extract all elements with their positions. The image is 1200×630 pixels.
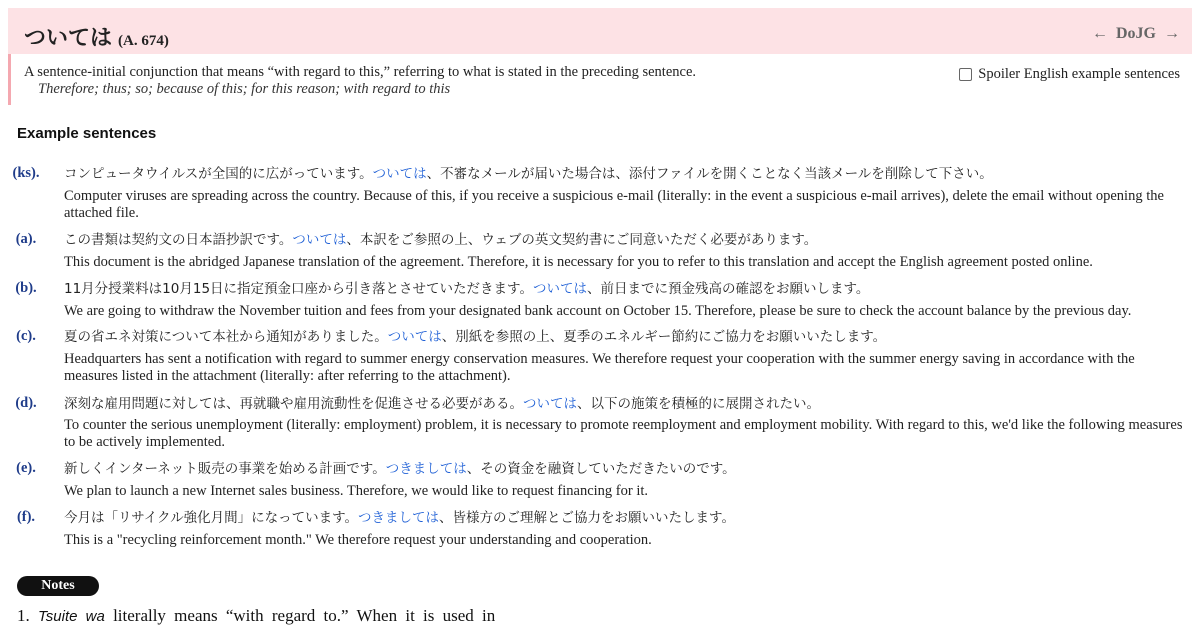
example-japanese	[64, 506, 735, 526]
example-japanese	[64, 457, 736, 477]
example-japanese	[64, 325, 886, 345]
jp-text: 新しくインターネット販売の事業を始める計画です。	[64, 461, 386, 477]
jp-text: 、前日までに預金残高の確認をお願いします。	[586, 281, 870, 297]
dojg-link[interactable]: DoJG	[1116, 25, 1156, 42]
jp-text: 、別紙を参照の上、夏季のエネルギー節約にご協力をお願いいたします。	[441, 329, 887, 345]
entry-header	[8, 8, 1192, 105]
example-label: (a).	[15, 231, 37, 247]
example-label: (d).	[15, 395, 37, 411]
header-accent-stripe	[8, 54, 11, 105]
note-number: 1.	[17, 606, 30, 625]
jp-text: 深刻な雇用問題に対しては、再就職や雇用流動性を促進させる必要がある。	[64, 396, 523, 412]
jp-text: 、以下の施策を積極的に展開されたい。	[577, 396, 820, 412]
example-japanese	[64, 228, 817, 248]
example-english: To counter the serious unemployment (literally: employment) problem, it is necessary to promote reemployment and employment mobility. With regard to this, we'd like the following measures to be actively implemented.	[64, 417, 1183, 450]
jp-text: この書類は契約文の日本語抄訳です。	[64, 232, 293, 248]
spoiler-label: Spoiler English example sentences	[978, 66, 1180, 82]
note-italic-term: Tsuite wa	[38, 608, 105, 625]
spoiler-toggle[interactable]	[959, 66, 1180, 83]
section-title: Example sentences	[17, 125, 157, 142]
entry-title	[24, 21, 169, 52]
note-text: literally means “with regard to.” When it is used in	[113, 606, 496, 625]
example-label: (e).	[16, 460, 36, 476]
example-japanese	[64, 162, 993, 182]
entry-definition: A sentence-initial conjunction that means “with regard to this,” referring to what is stated in the preceding sentence.	[24, 64, 697, 80]
header-band	[8, 8, 1192, 54]
jp-text: 、その資金を融資していただきたいのです。	[466, 461, 736, 477]
example-english: This document is the abridged Japanese translation of the agreement. Therefore, it is necessary for you to refer to this translation and accept the English agreement posted online.	[64, 254, 1093, 270]
jp-keyword: ついては	[532, 281, 587, 297]
jp-keyword: ついては	[387, 329, 442, 345]
notes-badge: Notes	[17, 576, 99, 596]
example-label: (b).	[15, 280, 37, 296]
jp-text: 、皆様方のご理解とご協力をお願いいたします。	[439, 510, 735, 526]
next-arrow-icon[interactable]: →	[1164, 25, 1180, 42]
dojg-nav	[1090, 25, 1182, 43]
example-label: (f).	[16, 509, 36, 525]
example-japanese	[64, 277, 869, 297]
jp-keyword: ついては	[292, 232, 347, 248]
example-label: (ks).	[12, 165, 40, 181]
jp-text: 今月は「リサイクル強化月間」になっています。	[64, 510, 359, 526]
note-item	[17, 606, 495, 626]
jp-text: 、不審なメールが届いた場合は、添付ファイルを開くことなく当該メールを削除して下さい。	[426, 166, 993, 182]
entry-english-equivalents: Therefore; thus; so; because of this; for this reason; with regard to this	[38, 81, 451, 97]
prev-arrow-icon[interactable]: ←	[1092, 25, 1108, 42]
jp-text: 夏の省エネ対策について本社から通知がありました。	[64, 329, 388, 345]
example-english: We are going to withdraw the November tuition and fees from your designated bank account on October 15. Therefore, please be sure to check the account balance by the previous day.	[64, 303, 1132, 319]
example-label: (c).	[16, 328, 36, 344]
jp-keyword: ついては	[372, 166, 427, 182]
jp-keyword: つきましては	[358, 510, 440, 526]
example-english: This is a "recycling reinforcement month." We therefore request your understanding and cooperation.	[64, 532, 652, 548]
jp-text: 、本訳をご参照の上、ウェブの英文契約書にご同意いただく必要があります。	[346, 232, 818, 248]
example-english: Headquarters has sent a notification with regard to summer energy conservation measures. We therefore request your cooperation with the summer energy saving in accordance with the measures listed in the attachment (literally: after referring to the attachment).	[64, 351, 1135, 384]
example-english: Computer viruses are spreading across the country. Because of this, if you receive a suspicious e-mail (literally: in the event a suspicious e-mail arrives), delete the email without opening the attached file.	[64, 188, 1164, 221]
jp-text: コンピュータウイルスが全国的に広がっています。	[64, 166, 373, 182]
spoiler-checkbox[interactable]	[959, 68, 972, 81]
example-japanese	[64, 392, 820, 412]
jp-keyword: つきましては	[385, 461, 467, 477]
jp-keyword: ついては	[523, 396, 577, 412]
example-english: We plan to launch a new Internet sales business. Therefore, we would like to request financing for it.	[64, 483, 649, 499]
entry-title-japanese: ついては	[24, 26, 113, 51]
jp-text: 11月分授業料は10月15日に指定預金口座から引き落とさせていただきます。	[64, 281, 533, 297]
entry-code: (A. 674)	[118, 33, 169, 49]
